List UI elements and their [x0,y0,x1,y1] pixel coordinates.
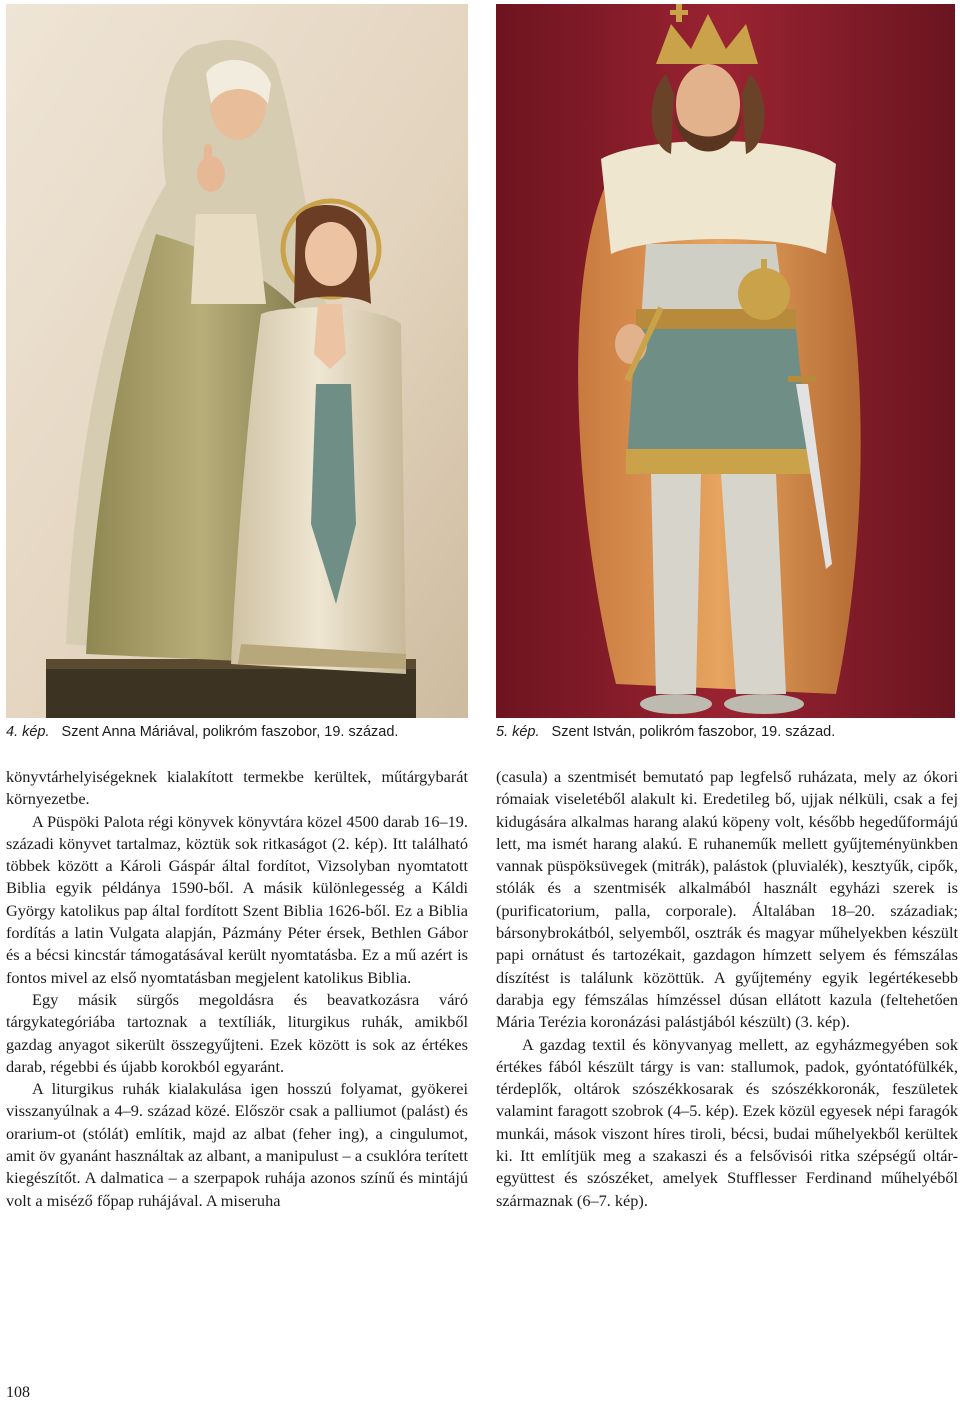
paragraph: Egy másik sürgős megoldásra és beavatkozásra váró tárgykategóriába tartoznak a textíliák, liturgikus ruhák, amikből gazdag anyagot sikerült összegyűjteni. Ezek között is sok az értékes darab, régebbi és újabb korokból egyaránt. [6,989,468,1076]
right-text-column [496,766,958,1212]
paragraph: (casula) a szentmisét bemutató pap legfelső ruházata, mely az ókori rómaiak viseletéből alakult ki. Eredetileg bő, ujjak nélküli, csak a fej kidugására alkalmas harang alakú köpeny volt, később hegedűformájú lett, ma ismét harang alakú. E ruhaneműk mellett gyűjteményünkben vannak püspöksüvegek (mitrák), palástok (pluvialék), kesztyűk, cipők, stólák és a szentmisék alkalmából használt egyházi szerek is (purificatorium, palla, corporale). Általában 18–20. századiak; bársonybrokátból, selyemből, osztrák és magyar műhelyekben készült papi ornátust és tartozékait, gazdagon hímzett selyem és fémszálas díszítést is találunk közöttük. A gyűjtemény egyik legértékesebb darabja egy fémszálas hímzéssel dúsan ellátott kazula (feltehetően Mária Terézia koronázási palástjából készült) (3. kép). [496,767,958,1032]
figure-4-number: 4. kép. [6,724,50,740]
left-text-column [6,766,468,1212]
figure-4-photo [6,4,468,718]
paragraph: könyvtárhelyiségeknek kialakított termekbe kerültek, műtárgybarát környezetbe. [6,767,468,809]
figure-5-caption [496,724,835,740]
paragraph: A Püspöki Palota régi könyvek könyvtára közel 4500 darab 16–19. századi könyvet tartalmaz, köztük sok ritkaságot (2. kép). Itt található többek között a Károli Gáspár által fordítot, Vizsolyban nyomtatott Biblia egyik példánya 1590-ből. A másik különlegesség a Káldi György katolikus pap által fordított Szent Biblia 1626-ből. Ez a Biblia fordítás a latin Vulgata alapján, Pázmány Péter érsek, Bethlen Gábor és a bécsi kincstár támogatásával került nyomtatásba. Ez a mű azért is fontos mivel az első nyomtatásban megjelent katolikus Biblia. [6,811,468,987]
figure-5-caption-text: Szent István, polikróm faszobor, 19. század. [551,724,836,740]
paragraph: A liturgikus ruhák kialakulása igen hosszú folyamat, gyökerei visszanyúlnak a 4–9. század közé. Először csak a palliumot (palást) és orarium-ot (stólát) említik, majd az albat (feher ing), a cingulumot, amit öv gyanánt használtak az albant, a manipulust – a csuklóra terített kiegészítőt. A dalmatica – a szerpapok ruhája azonos színű és mintájú volt a miséző főpap ruhájával. A miseruha [6,1079,468,1210]
saint-stephen-statue-image [496,4,955,718]
figure-4-caption [6,724,398,740]
figure-4-caption-text: Szent Anna Máriával, polikróm faszobor, 19. század. [61,724,399,740]
figure-5-photo [496,4,955,718]
page-number: 108 [6,1384,30,1401]
paragraph: A gazdag textil és könyvanyag mellett, az egyházmegyében sok értékes fából készült tárgy is van: stallumok, padok, gyóntatófülkék, térdeplők, oltárok szószékkosarak és szószékkoronák, feszületek valamint faragott szobrok (4–5. kép). Ezek közül egyesek népi faragók munkái, mások viszont híres tiroli, bécsi, budai műhelyekből kerültek ki. Itt említjük meg a szakaszi és a felsővisói ritka szépségű oltár-együttest és szószéket, amelyek Stufflesser Ferdinand műhelyéből származnak (6–7. kép). [496,1034,958,1210]
figure-5-number: 5. kép. [496,724,540,740]
saint-anne-statue-image [6,4,468,718]
